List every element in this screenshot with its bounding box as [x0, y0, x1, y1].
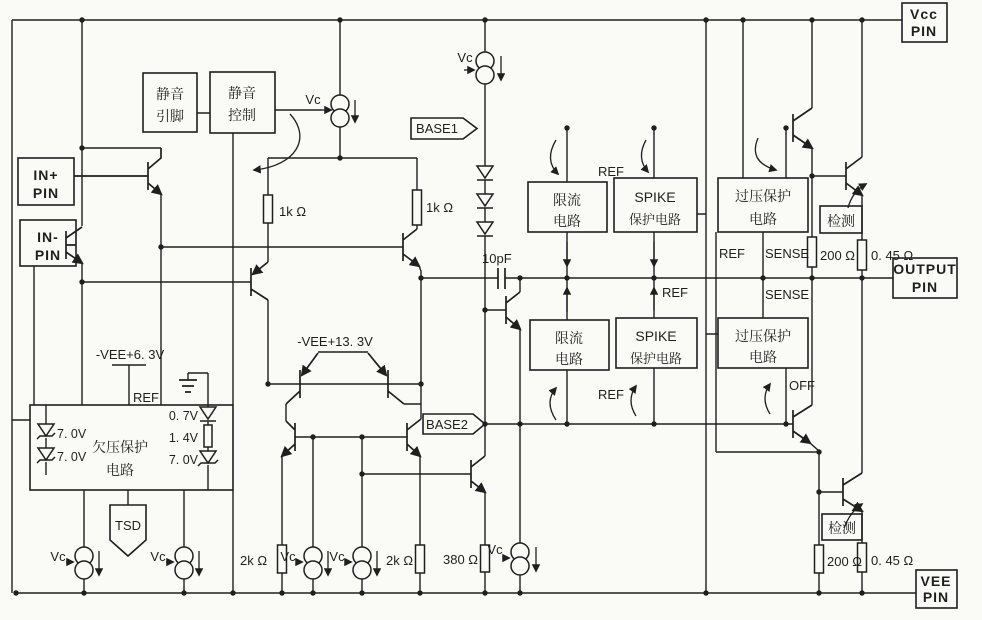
r2k-left-value: 2k Ω [240, 553, 268, 568]
r380-value: 380 Ω [443, 552, 479, 567]
transistor-base2-driver [407, 419, 421, 456]
v0-7-label: 0. 7V [168, 409, 198, 423]
zener-7v-a [37, 424, 55, 439]
vc-label-mute: Vc [305, 92, 321, 107]
ilim-top-text2: 电路 [553, 213, 581, 229]
current-source-bm-1 [304, 547, 322, 579]
ref-label-top: REF [598, 164, 624, 179]
ground-icon [179, 380, 197, 392]
wire-network [12, 20, 916, 593]
mute-ctrl-text2: 控制 [228, 107, 256, 123]
resistor-200-bottom [815, 545, 824, 573]
current-source-bm-2 [353, 547, 371, 579]
resistor-1v4 [204, 425, 212, 447]
diode-0v7 [200, 407, 216, 421]
ovp-bot-text: 过压保护 [735, 328, 791, 344]
neg-vee-13v3-label: -VEE+13. 3V [297, 334, 373, 349]
flow-arrows [66, 56, 866, 575]
r200-bot-value: 200 Ω [827, 554, 863, 569]
sense-label-row: SENSE [765, 246, 810, 261]
arrow-from-ilim-bottom [550, 388, 556, 420]
vee-pin-label: VEE [920, 573, 952, 589]
transistor-lower-driver [793, 405, 812, 443]
arrow-mute-control [254, 114, 300, 170]
resistor-1k-left [264, 195, 273, 223]
resistor-045-top [858, 240, 867, 270]
in-minus-label2: PIN [34, 247, 62, 263]
v7-0-a-label: 7. 0V [57, 427, 87, 441]
transistor-mirror-left [286, 353, 318, 404]
transistor-mirror-right [368, 353, 404, 404]
arrow-off [765, 384, 770, 414]
current-source-top-center [476, 52, 494, 84]
zener-7v-right [198, 451, 218, 466]
arrow-into-spike-top [641, 140, 648, 172]
uvp-text2: 电路 [106, 462, 134, 478]
mute-ctrl-text: 静音 [228, 85, 256, 101]
r1k-left-value: 1k Ω [279, 204, 307, 219]
vee-pin-label2: PIN [922, 589, 950, 605]
vcc-pin-label: Vcc [910, 6, 938, 22]
arrow-into-ovp-top [755, 138, 776, 170]
v7-0-b-label: 7. 0V [57, 450, 87, 464]
mute-pin-text: 静音 [156, 86, 184, 102]
ilim-top-text: 限流 [553, 192, 581, 208]
r200-top-value: 200 Ω [820, 248, 856, 263]
ref-label-row: REF [719, 246, 745, 261]
vc-label-bm2: Vc [329, 549, 345, 564]
resistor-2k-right [416, 545, 425, 573]
vc-label-bl2: Vc [150, 549, 166, 564]
capacitor-10pf [498, 268, 505, 289]
zener-7v-b [37, 448, 55, 463]
v7-0-right-label: 7. 0V [168, 453, 198, 467]
ref-label-base2: REF [598, 387, 624, 402]
spike-top-text: SPIKE [634, 189, 676, 205]
ref-label-uvp: REF [133, 390, 159, 405]
c10pf-value: 10pF [482, 251, 512, 266]
ovp-top-text2: 电路 [749, 211, 777, 227]
arrow-into-ilim-top [550, 140, 558, 174]
spike-top-text2: 保护电路 [628, 212, 682, 227]
vc-label-bm3: Vc [487, 542, 503, 557]
block-mute-control [210, 72, 275, 133]
ref-label-below: REF [662, 285, 688, 300]
base1-tag-text: BASE1 [416, 121, 458, 136]
r045-bot-value: 0. 45 Ω [871, 553, 914, 568]
detect-bot-text: 检测 [828, 520, 856, 536]
v1-4-label: 1. 4V [168, 431, 198, 445]
detect-top-text: 检测 [827, 213, 855, 229]
uvp-text: 欠压保护 [92, 439, 148, 455]
current-source-bl-2 [175, 547, 193, 579]
transistor-input-minus [66, 227, 82, 263]
arrow-detect-top [848, 184, 866, 208]
transistor-upper-driver [793, 108, 812, 148]
arrow-from-spike-bottom [631, 386, 636, 416]
off-label: OFF [789, 378, 815, 393]
tsd-text: TSD [115, 518, 141, 533]
output-label2: PIN [911, 279, 939, 295]
r2k-right-value: 2k Ω [386, 553, 414, 568]
output-label: OUTPUT [893, 261, 957, 277]
mute-pin-text2: 引脚 [156, 108, 184, 124]
vc-label-bm1: Vc [280, 549, 296, 564]
current-source-bm-3 [511, 543, 529, 575]
current-source-mute [331, 95, 349, 127]
neg-vee-6v3-label: -VEE+6. 3V [95, 347, 165, 362]
ovp-top-text: 过压保护 [735, 188, 791, 204]
transistor-bias [471, 456, 485, 492]
transistor-lower-left [282, 421, 295, 456]
sense-label-below: SENSE [765, 287, 810, 302]
base2-tag-text: BASE2 [426, 417, 468, 432]
diode-chain [477, 166, 493, 236]
transistor-miller [506, 292, 520, 329]
ilim-bot-text2: 电路 [555, 351, 583, 367]
vcc-pin-label2: PIN [910, 23, 938, 39]
current-source-bl-1 [75, 547, 93, 579]
labels [33, 6, 957, 605]
ilim-bot-text: 限流 [555, 330, 583, 346]
in-minus-label: IN- [37, 229, 59, 245]
spike-bot-text2: 保护电路 [629, 351, 683, 366]
transistor-input-plus [74, 148, 161, 194]
in-plus-label2: PIN [32, 185, 60, 201]
in-plus-label: IN+ [33, 167, 59, 183]
r1k-right-value: 1k Ω [426, 200, 454, 215]
transistor-2nd-stage-right [403, 229, 419, 266]
junction-dots [13, 17, 864, 595]
ovp-bot-text2: 电路 [749, 349, 777, 365]
r045-top-value: 0. 45 Ω [871, 248, 914, 263]
transistor-2nd-stage-left [251, 262, 268, 300]
vc-label-bl1: Vc [50, 549, 66, 564]
spike-bot-text: SPIKE [635, 328, 677, 344]
vc-label-top: Vc [457, 50, 473, 65]
resistor-1k-right [413, 190, 422, 225]
